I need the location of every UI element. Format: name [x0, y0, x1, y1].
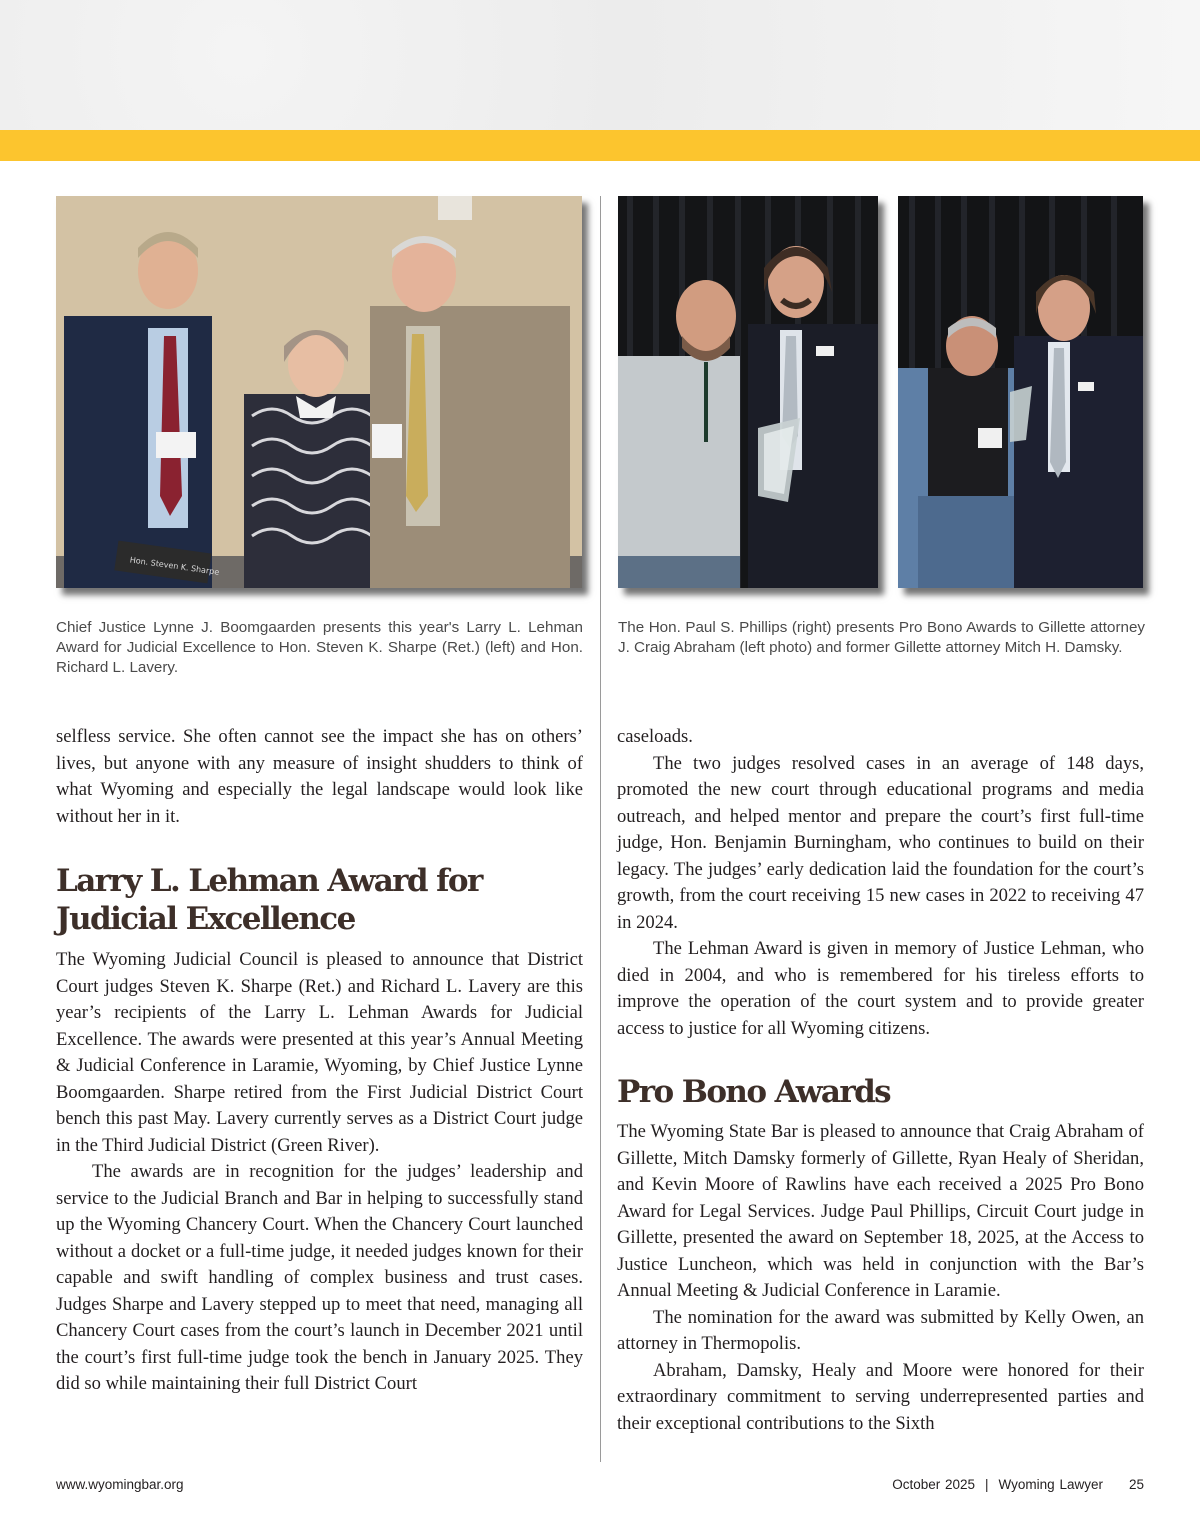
lehman-paragraph-3: The two judges resolved cases in an average of 148 days, promoted the new court through educational programs and media outreach, and helped mentor and prepare the court’s first full-time judge, Hon. Benjamin Burningham, who continues to build on their legacy. The judges’ early dedication laid the foundation for the court’s growth, from the court receiving 15 new cases in 2022 to receiving 47 in 2024.	[617, 752, 1144, 933]
footer-issue-date: October 2025	[892, 1477, 976, 1492]
pro-bono-paragraph-3: Abraham, Damsky, Healy and Moore were honored for their extraordinary commitment to serving underrepresented parties and their exceptional contributions to the Sixth	[617, 1359, 1144, 1434]
right-intro-paragraph: caseloads.	[617, 726, 693, 747]
lehman-heading-line1: Larry L. Lehman Award for	[56, 863, 482, 899]
footer-publication: Wyoming Lawyer	[998, 1477, 1103, 1492]
right-column	[617, 724, 1144, 1437]
header-texture-band	[0, 0, 1200, 130]
photo-caption-left: Chief Justice Lynne J. Boomgaarden presents this year's Larry L. Lehman Award for Judicial Excellence to Hon. Steven K. Sharpe (Ret.) (left) and Hon. Richard L. Lavery.	[56, 619, 583, 676]
lehman-award-heading	[56, 862, 583, 938]
plaque-engraving: Hon. Steven K. Sharpe	[129, 555, 220, 577]
lehman-paragraph-1: The Wyoming Judicial Council is pleased to announce that District Court judges Steven K. Sharpe (Ret.) and Richard L. Lavery are this year’s recipients of the Larry L. Lehman Awards for Judicial Excellence. The awards were presented at this year’s Annual Meeting & Judicial Conference in Laramie, Wyoming, by Chief Justice Lynne Boomgaarden. Sharpe retired from the First Judicial District Court bench this past May. Lavery currently serves as a District Court judge in the Third Judicial District (Green River).	[56, 949, 583, 1156]
left-intro-paragraph: selfless service. She often cannot see the impact she has on others’ lives, but anyone with any measure of insight shudders to think of what Wyoming and especially the legal landscape would look like without her in it.	[56, 726, 583, 827]
footer-website: www.wyomingbar.org	[56, 1477, 184, 1492]
lehman-paragraph-4: The Lehman Award is given in memory of Justice Lehman, who died in 2004, and who is remembered for his tireless efforts to improve the operation of the court system and to provide greater access to justice for all Wyoming citizens.	[617, 938, 1144, 1039]
pro-bono-paragraph-2: The nomination for the award was submitted by Kelly Owen, an attorney in Thermopolis.	[617, 1306, 1144, 1354]
photo-caption-right: The Hon. Paul S. Phillips (right) presents Pro Bono Awards to Gillette attorney J. Craig Abraham (left photo) and former Gillette attorney Mitch H. Damsky.	[618, 619, 1145, 656]
footer-separator: |	[985, 1477, 989, 1492]
left-column	[56, 724, 583, 1398]
lehman-paragraph-2: The awards are in recognition for the judges’ leadership and service to the Judicial Branch and Bar in helping to successfully stand up the Wyoming Chancery Court. When the Chancery Court launched without a docket or a full-time judge, it needed judges known for their capable and swift handling of complex business and trust cases. Judges Sharpe and Lavery stepped up to meet that need, managing all Chancery Court cases from the court’s launch in December 2021 until the court’s first full-time judge took the bench in January 2025. They did so while maintaining their full District Court	[56, 1161, 583, 1394]
pro-bono-paragraph-1: The Wyoming State Bar is pleased to announce that Craig Abraham of Gillette, Mitch Damsky formerly of Gillette, Ryan Healy of Sheridan, and Kevin Moore of Rawlins have each received a 2025 Pro Bono Award for Legal Services. Judge Paul Phillips, Circuit Court judge in Gillette, presented the award on September 18, 2025, at the Access to Justice Luncheon, which was held in conjunction with the Bar’s Annual Meeting & Judicial Conference in Laramie.	[617, 1121, 1144, 1301]
column-divider	[600, 196, 601, 1462]
lehman-heading-line2: Judicial Excellence	[56, 901, 355, 937]
pro-bono-heading: Pro Bono Awards	[617, 1074, 891, 1110]
gold-header-bar	[0, 130, 1200, 161]
photo-lehman-award	[56, 196, 582, 588]
photo-pro-bono-abraham	[618, 196, 878, 588]
photo-pro-bono-damsky	[898, 196, 1143, 588]
footer-page-number: 25	[1128, 1477, 1144, 1492]
footer-issue-info	[892, 1477, 1144, 1492]
